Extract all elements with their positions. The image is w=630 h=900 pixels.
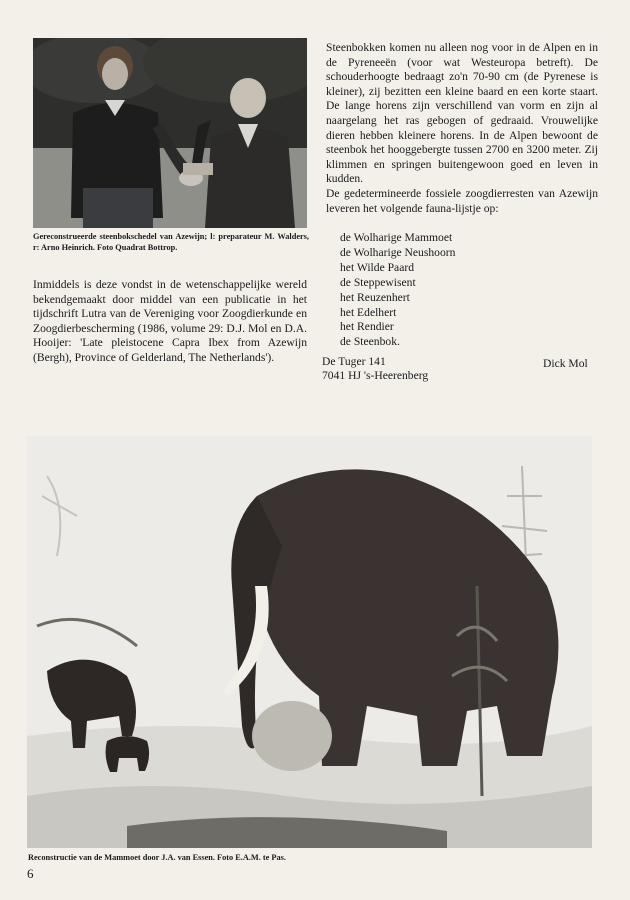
address-street: De Tuger 141 <box>322 355 386 368</box>
photo-caption-top: Gereconstrueerde steenbokschedel van Azewijn; l: preparateur M. Walders, r: Arno Heinrich. Foto Quadrat Bottrop. <box>33 232 309 252</box>
list-item: het Edelhert <box>340 305 397 319</box>
fauna-intro: De gedetermineerde fossiele zoogdierresten van Azewijn leveren het volgende fauna-lijstje op: <box>326 186 598 215</box>
address-city: 7041 HJ 's-Heerenberg <box>322 369 429 383</box>
mammoth-reconstruction-image <box>27 436 592 848</box>
list-item: de Steenbok. <box>340 335 400 349</box>
list-item: de Wolharige Mammoet <box>340 231 453 244</box>
list-item: het Wilde Paard <box>340 260 415 274</box>
photo-caption-bottom: Reconstructie van de Mammoet door J.A. van Essen. Foto E.A.M. te Pas. <box>28 853 286 862</box>
photo-ibex-skull-men <box>33 38 307 228</box>
list-item: de Steppewisent <box>340 275 416 289</box>
author-name: Dick Mol <box>543 357 588 370</box>
list-item: het Reuzenhert <box>340 290 410 304</box>
author-address <box>322 355 428 384</box>
left-column-paragraph: Inmiddels is deze vondst in de wetenschappelijke wereld bekendgemaakt door middel van een publicatie in het tijdschrift Lutra van de Vereniging voor Zoogdierkunde en Zoogdierbescherming (1986, volume 29: D.J. Mol en D.A. Hooijer: 'Late pleistocene Capra Ibex from Azewijn (Bergh), Province of Gelderland, The Netherlands'). <box>33 278 307 364</box>
ibex-description-paragraph: Steenbokken komen nu alleen nog voor in de Alpen en in de Pyreneeën (voor wat Westeuropa betreft). De schouderhoogte bedraagt zo'n 70-90 cm (de Pyrenese is kleiner), zij bezitten een kleine baard en een korte staart. De lange horens zijn verschillend van vorm en zijn al naargelang het ras gebogen of gedraaid. Vrouwelijke dieren hebben kleinere horens. In de Alpen bewoont de steenbok het hooggebergte tussen 2700 en 3200 meter. Zij klimmen en springen buitengewoon goed en leven in kudden. <box>326 41 598 186</box>
fauna-list <box>340 231 540 350</box>
right-column-text <box>326 41 598 216</box>
page-number: 6 <box>27 866 34 881</box>
list-item: het Rendier <box>340 320 394 334</box>
list-item: de Wolharige Neushoorn <box>340 245 456 259</box>
